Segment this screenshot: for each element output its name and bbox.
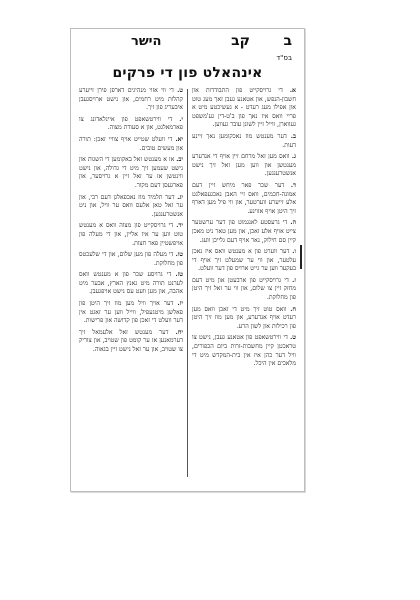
paragraph-text: די וועלט שטייט אויף צוויי זאכן: תורה און מעשים טובים. (79, 135, 183, 152)
paragraph (79, 271, 183, 297)
paragraph-text: די גרעסטע לאנגמוט פון דער ערשטער צייט אויף אלע זאכן, און מען טאר ניט מאכן קיין סם חילוק, נאר אויף דעם גלייכן וועג. (192, 219, 296, 244)
chapter-title: אינהאלט פון די פרקים (112, 65, 263, 81)
paragraph-text: דער מענטש זאל אלעמאל זיך דערמאנען אז ער קומט פון שטויב, און צוריק צו שטויב, און ער זאל נישט זיין בגאוה. (79, 328, 183, 354)
paragraph-text: דער תלמיד מוז נאכפאלגן דעם רבי, און ער זאל טאן אלעס וואס ער וויל, און ניט אנשטרענגען. (79, 193, 183, 218)
right-column (192, 87, 296, 483)
paragraph-number: יד. (176, 222, 183, 230)
paragraph-number: יג. (177, 193, 183, 201)
paragraph-number: ה. (290, 219, 296, 227)
paragraph-text: אז א מענטש זאל באקומען די השגות און נישט שעמען זיך מיט די גדולה, און נישט ווינטשן אז ער זאל זיין א גרויסער, און פארגעסן דעם מקור. (79, 156, 183, 189)
running-head (71, 33, 304, 53)
paragraph (192, 334, 296, 368)
paragraph-text: די גרויסקייט פון ארבעטן און מיט דעם מחזק זיין צו שלום, און ווי ער זאל זיך היטן פון מחלוקת. (192, 276, 296, 302)
paragraph-text: דער שכר פאר מיחש זיין דעם אמונה-חכמים, וואס זיי האבן נאכגעפאלגט אלע זייערע ווערטער, און ווי פיל מען דארף זיך היטן אויף אזוינע. (192, 181, 296, 215)
column-divider (187, 89, 188, 477)
paragraph-text: די ווי אזוי מנהיגים דארפן פירן זייערע קהלות מיט רחמים, און נישט ארויסגעבן איבעריג פון זיך. (79, 87, 183, 112)
paragraph-number: ז. (292, 276, 296, 284)
paragraph-number: יב. (176, 156, 183, 164)
paragraph-text: דער ווערט פון א מענטש וואס איז נאכן עלטער, און ווי ער שמעלט זיך אויף די בעקער ווען ער גייט ארויס פון דער וועלט. (192, 248, 296, 273)
paragraph (79, 300, 183, 326)
paragraph (192, 219, 296, 245)
paragraph (192, 306, 296, 332)
paragraph (192, 248, 296, 274)
paragraph (79, 251, 183, 268)
paragraph-number: יז. (177, 300, 183, 308)
paragraph-text: דער אויך וויל מען מוז זיך היטן פון פאלשן מיטגעפיל, ווייל ווען ער זאגט אין דער וועלט די זאכן פון קדושה און פרישות. (79, 300, 183, 325)
paragraph (192, 277, 296, 303)
paragraph-number: י. (179, 115, 183, 123)
paragraph-number: טז. (175, 271, 183, 279)
paragraph (79, 329, 183, 355)
paragraph-text: די מעלה פון מען שלום, און די שלעכטס פון מחלוקת. (79, 251, 183, 267)
paragraph-number: ט. (290, 334, 296, 342)
scan-edge-mark (300, 245, 302, 269)
paragraph (192, 182, 296, 216)
leaf-letter: ב (283, 33, 292, 49)
text-columns (79, 87, 296, 483)
paragraph-text: די ווירטשאפט פון אטאנע געבן, נישט צו טראכטן קיין מחשבות-זרות ביום הכפורים, וויל דער כהן איז אין בית-המקדש מיט די מלאכים אין היכל. (192, 334, 296, 368)
paragraph (79, 194, 183, 220)
book-page (70, 28, 305, 492)
paragraph-text: וואס טוט זיך מיט די זאכן וואס מען רעדט אויף אנדערע, און מען מוז זיך היטן פון רכילות און לשון הרע. (192, 305, 296, 330)
paragraph-text: די גרויסקייט פון מצוה וואס א מענטש טוט ווען ער איז אליין, און די מעלה פון אויפשטיין פאר חצות. (79, 222, 183, 247)
paragraph-text: וואס מען זאל מרחם זיין אויף די אנדערע מענטשן און ווען מען זאל זיך נישט אנשטרענגען. (192, 153, 296, 178)
left-column (79, 87, 183, 483)
paragraph-number: ד. (290, 181, 296, 189)
paragraph (192, 87, 296, 130)
paragraph-number: ט. (177, 87, 183, 94)
page-number: קב (231, 33, 250, 49)
book-title: הישר (131, 34, 162, 49)
paragraph (79, 116, 183, 133)
paragraph-text: דער מענטש מוז נאכקומען נאך זיינע דעות. (192, 132, 296, 149)
paragraph (192, 153, 296, 179)
paragraph-number: ו. (292, 248, 296, 256)
paragraph-number: טו. (175, 251, 183, 259)
paragraph (79, 222, 183, 248)
paragraph-number: יח. (175, 328, 183, 336)
paragraph-text: די גרויסע שכר פון א מענטש וואס לערנט תורה מיט גאנץ הארץ, אבער מיט אהבה, און מען וועט עס נישט אויפגעבן. (79, 271, 183, 296)
paragraph (79, 156, 183, 190)
paragraph-number: ב. (290, 132, 296, 140)
paragraph-number: יא. (175, 135, 183, 143)
paragraph-number: ח. (290, 305, 296, 313)
paragraph (79, 136, 183, 153)
paragraph-number: א. (289, 87, 296, 94)
paragraph-text: די גרויסקייט פון התבודדות און חשבון-הנפש, און אטאנע געבן זאך מעג טוט און אפילו מעג רעדט - א געשיכטע מיט א פריי וואס איז נאך פון ב'ט-דין גע'משפט געווארן, ווייל זיין לשונן עובר געווען. (192, 87, 296, 129)
paragraph (192, 133, 296, 150)
paragraph-number: ג. (291, 153, 296, 161)
paragraph (79, 87, 183, 113)
bsd-mark: בס"ד (276, 54, 292, 62)
paragraph-text: די ווירטשאפט פון איינלאדונג צו פארמאלגט, און א סעודת מצוה. (79, 115, 183, 132)
